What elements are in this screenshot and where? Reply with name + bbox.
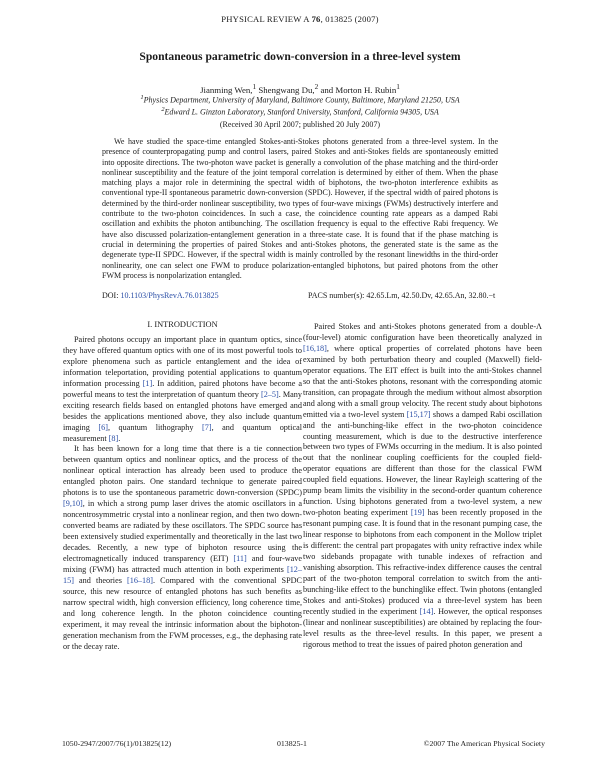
citation-link[interactable]: [14] <box>419 606 434 616</box>
author-list <box>40 82 560 95</box>
affiliation-2 <box>40 106 560 117</box>
paragraph: Paired Stokes and anti-Stokes photons generated from a double-Λ (four-level) atomic configuration have been theoretically analyzed in [16,18], where optical properties of correlated photons have been examined by both perturbation theory and coupled (Maxwell) field-operator equations. The EIT effect is built into the anti-Stokes channel so that the anti-Stokes photons, resonant with the corresponding atomic transition, can propagate through the medium without almost absorption and along with a small group velocity. The recent study about biphotons emitted via a two-level system [15,17] shows a damped Rabi oscillation and the anti-bunching-like effect in the two-photon coincidence counting measurement, which is due to the destructive interference between two types of FWMs occurring in the medium. It is also pointed out that the nonlinear coupling coefficients for the coupled field-operator equations are different than those for the classical FWM coupled field equations. However, the linear Rayleigh scattering of the pump beam limits the visibility in the second-order quantum coherence function. Using biphotons generated from a two-level system, a new two-photon beating experiment [19] has been recently proposed in the resonant pumping case. It is found that in the resonant pumping case, the linear response to biphotons from each component in the Mollow triplet is different: the central part propagates with unity refractive index while two sidebands propagate with tunable indexes of refraction and vanishing absorption. This refractive-index difference causes the central part of the two-photon temporal correlation to switch from the anti-bunching-like effect to the bunchinglike effect. Twin photons (entangled Stokes and anti-Stokes) produced via a three-level system has been recently studied in the experiment [14]. However, the optical responses (linear and nonlinear susceptibilities) are obtained by replacing the four-level results as the three-level results. In this paper, we present a rigorous method to treat the issues of paired photon generation and <box>303 322 543 649</box>
journal-name: PHYSICAL REVIEW A <box>221 14 310 24</box>
author-2: Shengwang Du, <box>258 84 315 95</box>
section-heading <box>63 320 302 331</box>
citation-link[interactable]: [6] <box>98 422 108 432</box>
affiliation-1-text: Physics Department, University of Maryland, Baltimore County, Baltimore, Maryland 21250, USA <box>143 95 460 105</box>
abstract: We have studied the space-time entangled Stokes-anti-Stokes photons generated from a three-level system. In the presence of counterpropagating pump and control lasers, paired Stokes and anti-Stokes fields are spontaneously emitted into opposite directions. The two-photon wave packet is generally a convolution of the phase matching and the third-order nonlinear susceptibility and the feature of the joint temporal correlation is determined by either of them. When the phase matching plays a major role in determining the spectral width of biphotons, the two-photon interference exhibits as conventional type-II spontaneous parametric down-conversion (SPDC). However, if the spectral width of paired photons is determined by the third-order nonlinear susceptibility, two types of four-wave mixings (FWMs) destructively interfere and contribute to the two-photon coincidences. In such a case, the coincidence counting rate appears as a damped Rabi oscillation and exhibits the photon antibunching. The oscillation frequency is equal to the effective Rabi frequency. We have also discussed polarization-entanglement generation in a three-state case. It is found that if the phase matching is crucial in determining the properties of paired Stokes and anti-Stokes photons, the generated state is the same as the degenerate type-II SPDC. However, if the spectral width is mainly controlled by the resonant linewidths in the third-order nonlinearity, one can select one FWM to produce polarization-entangled biphotons, but paired photons from the other FWM process is nonpolarization entangled. <box>102 137 498 280</box>
author-1-affil: 1 <box>252 82 257 91</box>
footer-copyright: ©2007 The American Physical Society <box>423 739 545 748</box>
journal-citation: , 013825 (2007) <box>320 14 379 24</box>
journal-header <box>0 14 600 24</box>
received-dates: (Received 30 April 2007; published 20 July 2007) <box>219 120 381 129</box>
citation-link[interactable]: [9,10] <box>63 499 83 509</box>
author-2-affil: 2 <box>314 82 319 91</box>
journal-volume: 76 <box>311 14 321 24</box>
citation-link[interactable]: [7] <box>202 422 212 432</box>
citation-link[interactable]: [16–18] <box>127 575 153 585</box>
paper-title: Spontaneous parametric down-conversion in a three-level system <box>139 50 461 63</box>
pacs-numbers: PACS number(s): 42.65.Lm, 42.50.Dv, 42.65.An, 32.80.−t <box>308 291 496 300</box>
citation-link[interactable]: [19] <box>410 508 425 518</box>
footer-issn: 1050-2947/2007/76(1)/013825(12) <box>62 739 172 748</box>
citation-link[interactable]: [15,17] <box>406 409 431 419</box>
doi-label: DOI: <box>102 291 119 300</box>
affiliation-1 <box>40 94 560 105</box>
section-title: INTRODUCTION <box>154 320 218 329</box>
author-3: and Morton H. Rubin <box>320 84 397 95</box>
citation-link[interactable]: [12–15] <box>63 564 302 585</box>
affiliation-2-text: Edward L. Ginzton Laboratory, Stanford University, Stanford, California 94305, USA <box>164 107 439 117</box>
citation-link[interactable]: [16,18] <box>303 343 327 353</box>
section-number: I. <box>147 320 153 329</box>
paragraph: Paired photons occupy an important place in quantum optics, since they have offered quantum optics with one of its most powerful tools to explore phenomena such as particle entanglement and the idea of information teleportation, providing potential applications to quantum information processing [1]. In addition, paired photons have become a powerful means to test the interpretation of quantum theory [2–5]. Many exciting research fields based on entangled photons have emerged and besides the applications mentioned above, they also include quantum imaging [6], quantum lithography [7], and quantum optical measurement [8]. <box>63 334 303 443</box>
left-column <box>63 320 302 653</box>
article-metadata <box>102 291 502 300</box>
affiliation-2-marker: 2 <box>161 106 165 113</box>
citation-link[interactable]: [11] <box>233 554 247 564</box>
citation-link[interactable]: [8] <box>108 433 119 443</box>
affiliation-1-marker: 1 <box>140 94 144 101</box>
citation-link[interactable]: [1] <box>142 378 153 388</box>
author-1: Jianming Wen, <box>200 84 253 95</box>
author-3-affil: 1 <box>396 82 400 91</box>
doi-link[interactable]: 10.1103/PhysRevA.76.013825 <box>120 291 219 300</box>
citation-link[interactable]: [2–5] <box>260 389 279 399</box>
right-column <box>303 322 542 651</box>
paragraph: It has been known for a long time that there is a tie connection between quantum optics and nonlinear optics, and the process of the nonlinear optical interaction has already been used to produce the entangled photon pairs. One standard technique to generate paired photons is to use the spontaneous parametric down-conversion (SPDC) [9,10], in which a strong pump laser drives the atomic oscillators in a noncentrosymmetric crystal into a nonlinear region, and then two down-converted beams are radiated by these oscillators. The SPDC source has been extensively studied experimentally and theoretically in the last two decades. Recently, a new type of biphoton resource using the electromagnetically induced transparency (EIT) [11] and four-wave mixing (FWM) has attracted much attention in both experiments [12–15] and theories [16–18]. Compared with the conventional SPDC source, this new resource of entangled photons has such benefits as narrow spectral width, high conversion efficiency, long coherence time, and long coherence length. In the photon coincidence counting experiment, it may reveal the intrinsic information about the biphoton-generation mechanism from the FWM processes, e.g., the dephasing rate or the decay rate. <box>63 444 302 651</box>
footer-page-number: 013825-1 <box>277 739 307 748</box>
